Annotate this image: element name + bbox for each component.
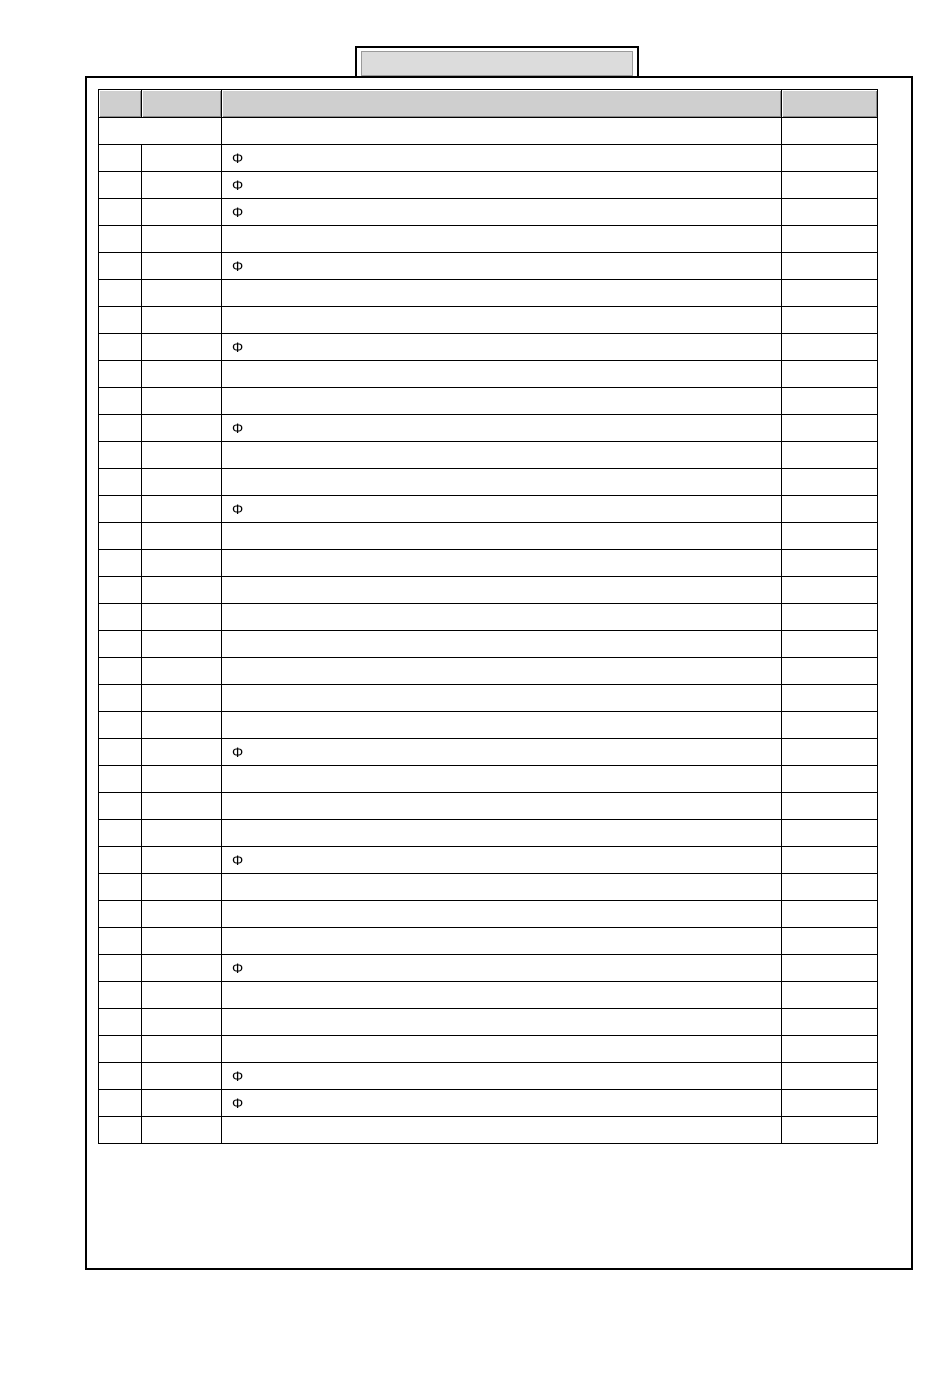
table-row bbox=[99, 604, 878, 631]
table-row bbox=[99, 172, 878, 199]
row-code-cell bbox=[142, 955, 222, 982]
row-value-cell bbox=[782, 469, 878, 496]
row-value-cell bbox=[782, 766, 878, 793]
table-row bbox=[99, 631, 878, 658]
row-description-cell bbox=[222, 1009, 782, 1036]
row-code-cell bbox=[142, 874, 222, 901]
row-no-cell bbox=[99, 604, 142, 631]
row-description-cell bbox=[222, 793, 782, 820]
row-code-cell bbox=[142, 712, 222, 739]
row-code-cell bbox=[142, 1117, 222, 1144]
section-label bbox=[99, 118, 222, 145]
row-value-cell bbox=[782, 1090, 878, 1117]
row-no-cell bbox=[99, 388, 142, 415]
diameter-symbol: Φ bbox=[232, 1095, 244, 1111]
row-value-cell bbox=[782, 172, 878, 199]
diameter-symbol: Φ bbox=[232, 960, 244, 976]
row-description-cell bbox=[222, 550, 782, 577]
row-code-cell bbox=[142, 1090, 222, 1117]
row-description-cell bbox=[222, 658, 782, 685]
table-row bbox=[99, 334, 878, 361]
row-no-cell bbox=[99, 685, 142, 712]
row-value-cell bbox=[782, 955, 878, 982]
row-code-cell bbox=[142, 496, 222, 523]
header-code bbox=[142, 90, 222, 118]
table-row bbox=[99, 226, 878, 253]
table-row bbox=[99, 1090, 878, 1117]
row-description-cell bbox=[222, 415, 782, 442]
row-no-cell bbox=[99, 739, 142, 766]
row-code-cell bbox=[142, 145, 222, 172]
table-row bbox=[99, 982, 878, 1009]
diameter-symbol: Φ bbox=[232, 177, 244, 193]
row-value-cell bbox=[782, 415, 878, 442]
table-row bbox=[99, 874, 878, 901]
row-code-cell bbox=[142, 442, 222, 469]
row-no-cell bbox=[99, 199, 142, 226]
row-code-cell bbox=[142, 766, 222, 793]
table-row bbox=[99, 361, 878, 388]
row-description-cell bbox=[222, 172, 782, 199]
row-no-cell bbox=[99, 874, 142, 901]
diameter-symbol: Φ bbox=[232, 744, 244, 760]
row-value-cell bbox=[782, 496, 878, 523]
row-value-cell bbox=[782, 334, 878, 361]
row-description-cell bbox=[222, 901, 782, 928]
row-no-cell bbox=[99, 982, 142, 1009]
table-row bbox=[99, 496, 878, 523]
row-code-cell bbox=[142, 901, 222, 928]
row-description-cell bbox=[222, 307, 782, 334]
title-tab bbox=[355, 46, 639, 76]
row-code-cell bbox=[142, 928, 222, 955]
row-description-cell bbox=[222, 604, 782, 631]
row-no-cell bbox=[99, 955, 142, 982]
row-no-cell bbox=[99, 577, 142, 604]
row-description-cell bbox=[222, 820, 782, 847]
header-description bbox=[222, 90, 782, 118]
row-code-cell bbox=[142, 361, 222, 388]
row-description-cell bbox=[222, 361, 782, 388]
row-value-cell bbox=[782, 388, 878, 415]
row-value-cell bbox=[782, 874, 878, 901]
row-value-cell bbox=[782, 523, 878, 550]
row-description-cell bbox=[222, 955, 782, 982]
row-value-cell bbox=[782, 1009, 878, 1036]
row-code-cell bbox=[142, 685, 222, 712]
row-no-cell bbox=[99, 253, 142, 280]
row-value-cell bbox=[782, 1117, 878, 1144]
row-no-cell bbox=[99, 550, 142, 577]
row-value-cell bbox=[782, 1036, 878, 1063]
table-row bbox=[99, 280, 878, 307]
row-code-cell bbox=[142, 1009, 222, 1036]
row-no-cell bbox=[99, 226, 142, 253]
row-no-cell bbox=[99, 307, 142, 334]
table-row bbox=[99, 1009, 878, 1036]
row-value-cell bbox=[782, 982, 878, 1009]
table-row bbox=[99, 901, 878, 928]
row-no-cell bbox=[99, 145, 142, 172]
row-code-cell bbox=[142, 793, 222, 820]
row-code-cell bbox=[142, 1063, 222, 1090]
row-value-cell bbox=[782, 280, 878, 307]
row-description-cell bbox=[222, 1036, 782, 1063]
row-no-cell bbox=[99, 442, 142, 469]
row-code-cell bbox=[142, 199, 222, 226]
row-description-cell bbox=[222, 577, 782, 604]
header-no bbox=[99, 90, 142, 118]
row-code-cell bbox=[142, 253, 222, 280]
row-no-cell bbox=[99, 928, 142, 955]
table-row bbox=[99, 1117, 878, 1144]
row-description-cell bbox=[222, 739, 782, 766]
row-value-cell bbox=[782, 604, 878, 631]
row-description-cell bbox=[222, 334, 782, 361]
row-description-cell bbox=[222, 442, 782, 469]
row-no-cell bbox=[99, 172, 142, 199]
row-value-cell bbox=[782, 631, 878, 658]
header-value bbox=[782, 90, 878, 118]
table-row bbox=[99, 928, 878, 955]
diameter-symbol: Φ bbox=[232, 339, 244, 355]
diameter-symbol: Φ bbox=[232, 501, 244, 517]
row-code-cell bbox=[142, 226, 222, 253]
row-code-cell bbox=[142, 307, 222, 334]
table-row bbox=[99, 766, 878, 793]
table-row bbox=[99, 388, 878, 415]
table-row bbox=[99, 793, 878, 820]
table-row bbox=[99, 550, 878, 577]
row-value-cell bbox=[782, 199, 878, 226]
diameter-symbol: Φ bbox=[232, 1068, 244, 1084]
row-code-cell bbox=[142, 388, 222, 415]
table-row bbox=[99, 1063, 878, 1090]
row-code-cell bbox=[142, 982, 222, 1009]
row-description-cell bbox=[222, 847, 782, 874]
row-description-cell bbox=[222, 685, 782, 712]
row-code-cell bbox=[142, 604, 222, 631]
parts-table bbox=[98, 89, 878, 1144]
row-code-cell bbox=[142, 631, 222, 658]
table-row bbox=[99, 253, 878, 280]
row-value-cell bbox=[782, 685, 878, 712]
row-value-cell bbox=[782, 253, 878, 280]
row-value-cell bbox=[782, 847, 878, 874]
row-description-cell bbox=[222, 388, 782, 415]
table-row bbox=[99, 658, 878, 685]
row-no-cell bbox=[99, 1009, 142, 1036]
row-code-cell bbox=[142, 820, 222, 847]
row-description-cell bbox=[222, 1063, 782, 1090]
row-no-cell bbox=[99, 766, 142, 793]
row-no-cell bbox=[99, 820, 142, 847]
row-description-cell bbox=[222, 145, 782, 172]
row-no-cell bbox=[99, 1090, 142, 1117]
section-row bbox=[99, 118, 878, 145]
row-description-cell bbox=[222, 496, 782, 523]
table-row bbox=[99, 469, 878, 496]
row-value-cell bbox=[782, 550, 878, 577]
row-description-cell bbox=[222, 982, 782, 1009]
row-value-cell bbox=[782, 928, 878, 955]
row-code-cell bbox=[142, 172, 222, 199]
row-no-cell bbox=[99, 1117, 142, 1144]
row-value-cell bbox=[782, 739, 878, 766]
row-code-cell bbox=[142, 577, 222, 604]
row-no-cell bbox=[99, 631, 142, 658]
row-code-cell bbox=[142, 334, 222, 361]
row-description-cell bbox=[222, 199, 782, 226]
table-row bbox=[99, 712, 878, 739]
diameter-symbol: Φ bbox=[232, 204, 244, 220]
row-no-cell bbox=[99, 334, 142, 361]
table-row bbox=[99, 415, 878, 442]
row-code-cell bbox=[142, 658, 222, 685]
row-no-cell bbox=[99, 847, 142, 874]
row-description-cell bbox=[222, 1117, 782, 1144]
row-no-cell bbox=[99, 523, 142, 550]
section-description bbox=[222, 118, 782, 145]
row-code-cell bbox=[142, 550, 222, 577]
row-code-cell bbox=[142, 469, 222, 496]
row-no-cell bbox=[99, 1036, 142, 1063]
row-no-cell bbox=[99, 280, 142, 307]
diameter-symbol: Φ bbox=[232, 420, 244, 436]
row-value-cell bbox=[782, 577, 878, 604]
row-no-cell bbox=[99, 793, 142, 820]
row-code-cell bbox=[142, 739, 222, 766]
row-value-cell bbox=[782, 1063, 878, 1090]
row-value-cell bbox=[782, 793, 878, 820]
row-description-cell bbox=[222, 226, 782, 253]
title-bar-fill bbox=[361, 51, 633, 76]
table-row bbox=[99, 442, 878, 469]
row-code-cell bbox=[142, 280, 222, 307]
row-value-cell bbox=[782, 361, 878, 388]
diameter-symbol: Φ bbox=[232, 150, 244, 166]
table-row bbox=[99, 685, 878, 712]
row-value-cell bbox=[782, 820, 878, 847]
table-row bbox=[99, 307, 878, 334]
table-row bbox=[99, 523, 878, 550]
row-no-cell bbox=[99, 658, 142, 685]
row-no-cell bbox=[99, 361, 142, 388]
row-value-cell bbox=[782, 307, 878, 334]
table-header-row bbox=[99, 90, 878, 118]
row-value-cell bbox=[782, 712, 878, 739]
row-no-cell bbox=[99, 469, 142, 496]
row-description-cell bbox=[222, 469, 782, 496]
row-description-cell bbox=[222, 523, 782, 550]
row-description-cell bbox=[222, 766, 782, 793]
row-description-cell bbox=[222, 928, 782, 955]
row-value-cell bbox=[782, 226, 878, 253]
section-value bbox=[782, 118, 878, 145]
table-row bbox=[99, 847, 878, 874]
row-no-cell bbox=[99, 1063, 142, 1090]
diameter-symbol: Φ bbox=[232, 258, 244, 274]
table-row bbox=[99, 820, 878, 847]
row-description-cell bbox=[222, 874, 782, 901]
table-row bbox=[99, 955, 878, 982]
diameter-symbol: Φ bbox=[232, 852, 244, 868]
row-no-cell bbox=[99, 712, 142, 739]
row-no-cell bbox=[99, 901, 142, 928]
row-no-cell bbox=[99, 496, 142, 523]
table-row bbox=[99, 577, 878, 604]
row-description-cell bbox=[222, 280, 782, 307]
table-row bbox=[99, 145, 878, 172]
table-row bbox=[99, 199, 878, 226]
row-description-cell bbox=[222, 253, 782, 280]
row-code-cell bbox=[142, 415, 222, 442]
row-description-cell bbox=[222, 631, 782, 658]
row-value-cell bbox=[782, 658, 878, 685]
row-value-cell bbox=[782, 442, 878, 469]
row-code-cell bbox=[142, 1036, 222, 1063]
row-code-cell bbox=[142, 523, 222, 550]
row-no-cell bbox=[99, 415, 142, 442]
table-row bbox=[99, 739, 878, 766]
row-description-cell bbox=[222, 712, 782, 739]
table-row bbox=[99, 1036, 878, 1063]
row-value-cell bbox=[782, 901, 878, 928]
row-code-cell bbox=[142, 847, 222, 874]
row-description-cell bbox=[222, 1090, 782, 1117]
row-value-cell bbox=[782, 145, 878, 172]
